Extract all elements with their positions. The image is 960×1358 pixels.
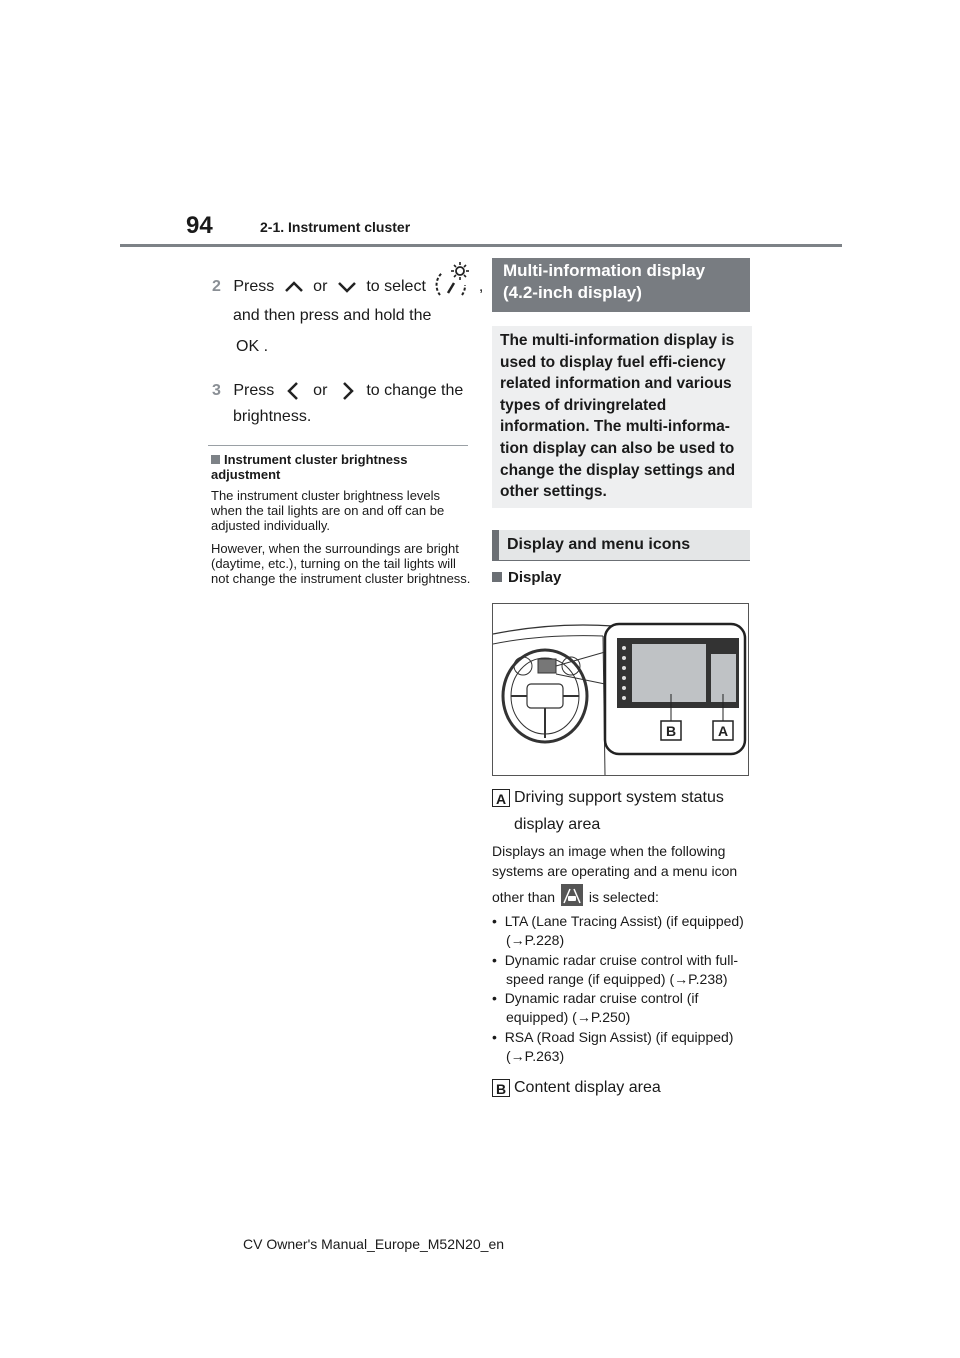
step-text: to change the	[366, 382, 464, 400]
step-3-line-1	[212, 380, 463, 402]
chevron-right-icon	[336, 380, 358, 402]
note-paragraph: The instrument cluster brightness levels when the tail lights are on and off can be adjusted individually.	[211, 488, 445, 533]
step-3-line-2: brightness.	[233, 408, 312, 425]
subsection-divider	[492, 560, 750, 561]
note-heading-text: Instrument cluster brightness adjustment	[211, 452, 408, 482]
step-text: ,	[478, 278, 484, 296]
step-text: to select	[366, 278, 426, 296]
step-text: or	[313, 278, 328, 296]
ok-button-symbol: OK	[236, 338, 260, 355]
item-a-line-1	[492, 788, 724, 808]
step-number: 3	[212, 382, 221, 400]
note-divider	[208, 445, 468, 446]
step-text: Press	[233, 278, 275, 296]
intro-box: The multi-information display is used to display fuel effi-ciency related information and various types of drivingrelated information. The multi-informa-tion display can also be used to change the display settings and other settings.	[492, 326, 752, 508]
list-item-text: LTA (Lane Tracing Assist) (if equipped) (→P.228)	[504, 913, 744, 949]
list-item-text: Dynamic radar cruise control (if equipped) (→P.250)	[504, 990, 699, 1026]
square-bullet-icon	[211, 455, 220, 464]
footer-text: CV Owner's Manual_Europe_M52N20_en	[243, 1236, 505, 1252]
systems-list	[492, 912, 754, 1066]
list-item: • RSA (Road Sign Assist) (if equipped) (→P.263)	[492, 1028, 734, 1065]
note-paragraph: However, when the surroundings are bright (daytime, etc.), turning on the tail lights will not change the instrument cluster brightness.	[211, 541, 471, 586]
display-heading-text: Display	[508, 569, 562, 586]
header-divider	[120, 244, 842, 247]
item-b-text: Content display area	[514, 1079, 661, 1096]
step-text: .	[263, 338, 269, 355]
chevron-left-icon	[283, 380, 305, 402]
brightness-settings-icon	[432, 261, 472, 301]
figure-label-a: A	[717, 723, 729, 739]
step-number: 2	[212, 278, 221, 296]
step-text: Press	[233, 382, 275, 400]
list-item-text: Dynamic radar cruise control with full-speed range (if equipped) (→P.238)	[504, 951, 739, 987]
section-banner: Multi-information display (4.2-inch display)	[492, 258, 750, 312]
display-heading	[492, 569, 561, 586]
driving-assist-icon	[561, 884, 583, 906]
item-a-desc-3a: other than	[492, 889, 556, 905]
section-title: 2-1. Instrument cluster	[260, 219, 411, 235]
item-a-text: Driving support system status	[514, 789, 724, 806]
list-item: • Dynamic radar cruise control (if equipped) (→P.250)	[492, 990, 699, 1026]
page-number: 94	[186, 212, 213, 239]
step-text: or	[313, 382, 328, 400]
item-a-desc-1: Displays an image when the following	[492, 843, 726, 859]
list-item: • Dynamic radar cruise control with full-speed range (if equipped) (→P.238)	[492, 951, 739, 987]
list-item: • LTA (Lane Tracing Assist) (if equipped) (→P.228)	[492, 913, 744, 949]
chevron-down-icon	[336, 280, 358, 294]
item-a-desc-3b: is selected:	[588, 889, 659, 905]
step-2-line-1	[212, 273, 483, 301]
note-heading	[211, 452, 471, 482]
dashboard-drawing	[493, 604, 748, 775]
chevron-up-icon	[283, 280, 305, 294]
item-a-desc-2: systems are operating and a menu icon	[492, 863, 738, 879]
subsection-banner: Display and menu icons	[492, 530, 750, 560]
step-2-line-2: and then press and hold the	[233, 307, 432, 324]
square-bullet-icon	[492, 572, 502, 582]
list-item-text: RSA (Road Sign Assist) (if equipped) (→P.263)	[504, 1028, 734, 1065]
item-a-letter: A	[492, 789, 510, 807]
item-b-line	[492, 1078, 661, 1098]
item-a-line-2: display area	[514, 816, 601, 833]
dashboard-illustration	[492, 603, 749, 776]
item-b-letter: B	[492, 1079, 510, 1097]
step-2-line-3	[236, 337, 268, 357]
figure-label-b: B	[665, 723, 677, 739]
item-a-desc-3	[492, 887, 659, 907]
